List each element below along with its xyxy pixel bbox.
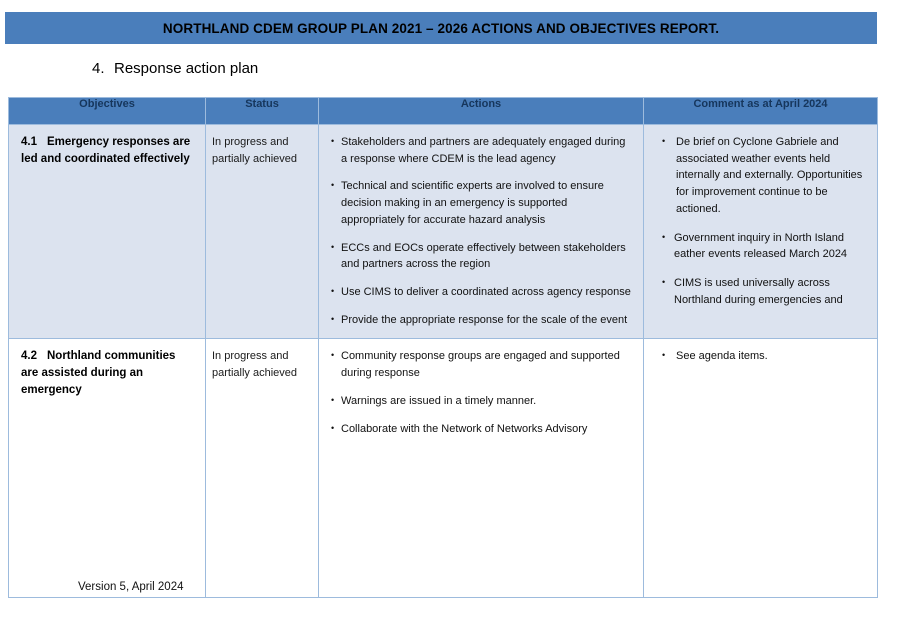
comment-item: • Government inquiry in North Island eather events released March 2024 — [662, 230, 867, 263]
action-item: • Technical and scientific experts are involved to ensure decision making in an emergency is supported appropriately for accurate hazard analysis — [331, 178, 633, 228]
actions-cell — [319, 125, 644, 339]
column-header-objectives: Objectives — [9, 98, 206, 125]
table-body — [9, 125, 878, 598]
actions-content — [319, 339, 643, 447]
comment-content — [644, 125, 877, 330]
comment-list — [662, 348, 867, 365]
actions-objectives-table — [8, 97, 878, 598]
comment-list — [662, 134, 867, 308]
objective-number: 4.2 — [21, 350, 37, 363]
action-item: • Collaborate with the Network of Networks Advisory — [331, 421, 633, 438]
action-item: • Provide the appropriate response for the scale of the event — [331, 312, 633, 329]
status-cell — [206, 339, 319, 598]
action-item: • Use CIMS to deliver a coordinated across agency response — [331, 284, 633, 301]
section-number: 4. — [92, 60, 105, 77]
comment-item: • CIMS is used universally across Northland during emergencies and — [662, 275, 867, 308]
action-item: • Community response groups are engaged and supported during response — [331, 348, 633, 381]
status-cell — [206, 125, 319, 339]
status-text: In progress and partially achieved — [212, 136, 297, 165]
objective-text — [9, 339, 205, 408]
comment-item: • See agenda items. — [662, 348, 867, 365]
report-table-container — [8, 97, 877, 598]
document-title: NORTHLAND CDEM GROUP PLAN 2021 – 2026 ACTIONS AND OBJECTIVES REPORT. — [162, 20, 720, 36]
comment-item: • De brief on Cyclone Gabriele and associated weather events held internally and externally. Opportunities for improvement continue to be actioned. — [662, 134, 867, 218]
table-row — [9, 125, 878, 339]
table-header — [9, 98, 878, 125]
table-row — [9, 339, 878, 598]
document-footer: Version 5, April 2024 — [78, 581, 184, 593]
status-text: In progress and partially achieved — [212, 350, 297, 379]
actions-content — [319, 125, 643, 338]
document-title-banner — [5, 12, 877, 44]
actions-cell — [319, 339, 644, 598]
objective-cell — [9, 339, 206, 598]
actions-list — [331, 348, 633, 437]
column-header-actions: Actions — [319, 98, 644, 125]
objective-text — [9, 125, 205, 177]
comment-cell — [644, 125, 878, 339]
section-title: Response action plan — [114, 60, 259, 77]
table-header-row — [9, 98, 878, 125]
action-item: • ECCs and EOCs operate effectively between stakeholders and partners across the region — [331, 240, 633, 273]
comment-content — [644, 339, 877, 387]
section-heading — [92, 60, 258, 77]
action-item: • Stakeholders and partners are adequately engaged during a response where CDEM is the lead agency — [331, 134, 633, 167]
column-header-status: Status — [206, 98, 319, 125]
objective-number: 4.1 — [21, 136, 37, 148]
comment-cell — [644, 339, 878, 598]
action-item: • Warnings are issued in a timely manner. — [331, 393, 633, 410]
objective-label: Emergency responses are led and coordinated effectively — [21, 136, 191, 165]
column-header-comment: Comment as at April 2024 — [644, 98, 878, 125]
actions-list — [331, 134, 633, 328]
objective-label: Northland communities are assisted during an emergency — [21, 350, 176, 396]
objective-cell — [9, 125, 206, 339]
